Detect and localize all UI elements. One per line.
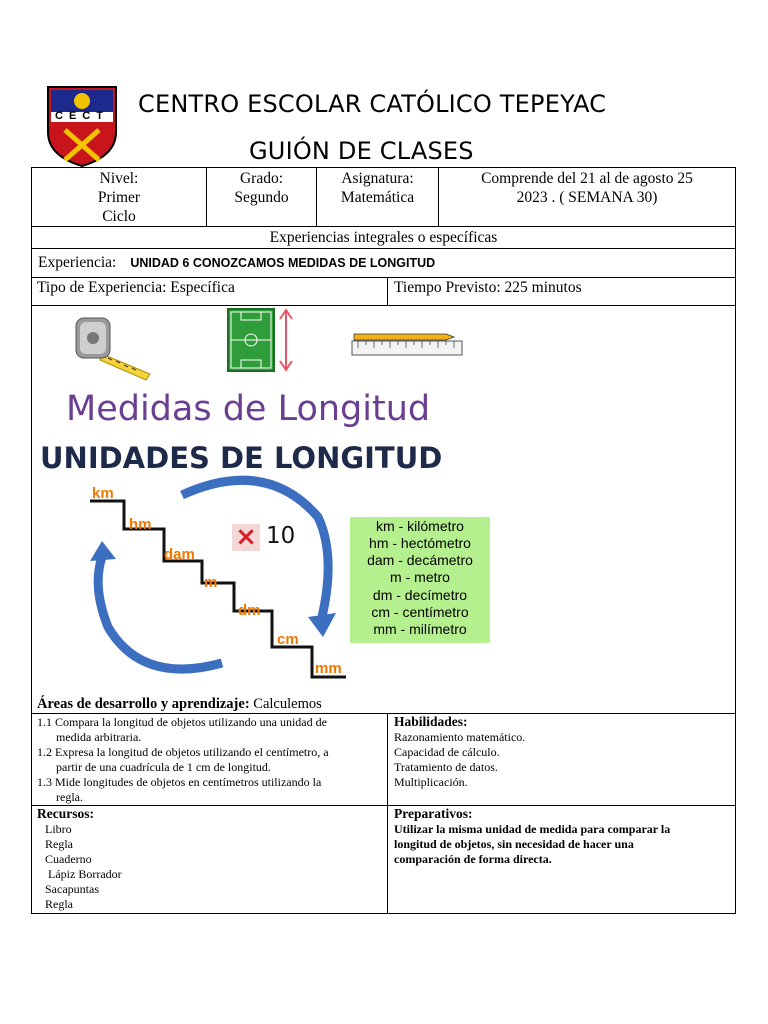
step-dam: dam: [164, 546, 195, 563]
recursos-label: Recursos:: [37, 806, 94, 821]
experiencia-label: Experiencia:: [38, 254, 117, 271]
habilidad-item: Capacidad de cálculo.: [394, 745, 500, 759]
step-cm: cm: [277, 631, 299, 648]
grado-value: Segundo: [234, 189, 289, 206]
multiplier-value: 10: [266, 523, 296, 549]
comprende-line-1: Comprende del 21 al de agosto 25: [481, 170, 693, 187]
soccer-field-icon: [226, 307, 298, 373]
recurso-item: Sacapuntas: [45, 882, 99, 896]
nivel-value-2: Ciclo: [102, 208, 136, 225]
objetivo-1: [37, 715, 383, 745]
areas-row: [37, 696, 322, 713]
objetivo-3-line-2: regla.: [56, 790, 83, 804]
grado-cell: [207, 169, 316, 207]
ruler-pencil-icon: [350, 331, 464, 357]
grado-label: Grado:: [239, 170, 284, 187]
step-dm: dm: [238, 602, 261, 619]
legend-km: km - kilómetro: [376, 518, 464, 534]
nivel-cell: [32, 169, 206, 226]
infographic-title: UNIDADES DE LONGITUD: [40, 441, 443, 475]
legend-cm: cm - centímetro: [371, 604, 469, 620]
objetivo-2-line-1: 1.2 Expresa la longitud de objetos utilizando el centímetro, a: [37, 745, 329, 759]
tiempo-previsto: Tiempo Previsto: 225 minutos: [394, 279, 582, 296]
areas-label: Áreas de desarrollo y aprendizaje:: [37, 696, 250, 712]
habilidad-item: Tratamiento de datos.: [394, 760, 498, 774]
legend-m: m - metro: [390, 569, 450, 585]
asignatura-label: Asignatura:: [341, 170, 414, 187]
objetivos-list: [37, 715, 383, 805]
preparativos-label: Preparativos:: [394, 806, 473, 821]
experiencia-row: [38, 254, 435, 272]
step-km: km: [92, 485, 114, 502]
legend-dam: dam - decámetro: [367, 552, 473, 568]
experiencia-value: UNIDAD 6 CONOZCAMOS MEDIDAS DE LONGITUD: [130, 256, 436, 270]
experiencias-header: Experiencias integrales o específicas: [269, 229, 498, 246]
areas-value: Calculemos: [253, 696, 322, 712]
multiply-mark: [232, 524, 260, 551]
legend-hm: hm - hectómetro: [369, 535, 471, 551]
recursos-section: [37, 806, 383, 912]
graphic-heading: Medidas de Longitud: [66, 389, 431, 429]
recurso-item: Lápiz Borrador: [48, 867, 122, 881]
school-logo: [45, 84, 119, 168]
asignatura-cell: [317, 169, 438, 207]
recurso-item: Regla: [45, 837, 73, 851]
document-title: GUIÓN DE CLASES: [249, 137, 474, 165]
asignatura-value: Matemática: [340, 189, 415, 206]
preparativos-line-1: Utilizar la misma unidad de medida para comparar la: [394, 822, 671, 836]
objetivo-3-line-1: 1.3 Mide longitudes de objetos en centímetros utilizando la: [37, 775, 322, 789]
step-m: m: [204, 574, 218, 591]
multiply-icon: ×: [235, 522, 257, 552]
nivel-value: Primer: [97, 189, 141, 206]
school-name: CENTRO ESCOLAR CATÓLICO TEPEYAC: [138, 90, 607, 118]
preparativos-section: [394, 806, 732, 867]
legend-dm: dm - decímetro: [372, 587, 468, 603]
objetivo-2-line-2: partir de una cuadrícula de 1 cm de longitud.: [56, 760, 271, 774]
logo-text: CECT: [55, 110, 109, 122]
habilidades-label: Habilidades:: [394, 714, 468, 729]
objetivo-3: [37, 775, 383, 805]
objetivo-1-line-2: medida arbitraria.: [56, 730, 142, 744]
recurso-item: Libro: [45, 822, 72, 836]
recurso-item: Cuaderno: [45, 852, 92, 866]
objetivo-1-line-1: 1.1 Compara la longitud de objetos utilizando una unidad de: [37, 715, 327, 729]
nivel-label: Nivel:: [99, 170, 139, 187]
comprende-cell: [440, 169, 734, 207]
preparativos-line-2: longitud de objetos, sin necesidad de hacer una: [394, 837, 634, 851]
step-mm: mm: [315, 660, 342, 677]
recurso-item: Regla: [45, 897, 73, 911]
habilidad-item: Multiplicación.: [394, 775, 468, 789]
comprende-line-2: 2023 . ( SEMANA 30): [516, 189, 658, 206]
step-hm: hm: [129, 516, 152, 533]
preparativos-line-3: comparación de forma directa.: [394, 852, 552, 866]
tipo-experiencia: Tipo de Experiencia: Específica: [37, 279, 235, 296]
habilidades-section: [394, 714, 732, 790]
objetivo-2: [37, 745, 383, 775]
tape-measure-icon: [72, 314, 154, 382]
legend-mm: mm - milímetro: [373, 621, 467, 637]
habilidad-item: Razonamiento matemático.: [394, 730, 526, 744]
